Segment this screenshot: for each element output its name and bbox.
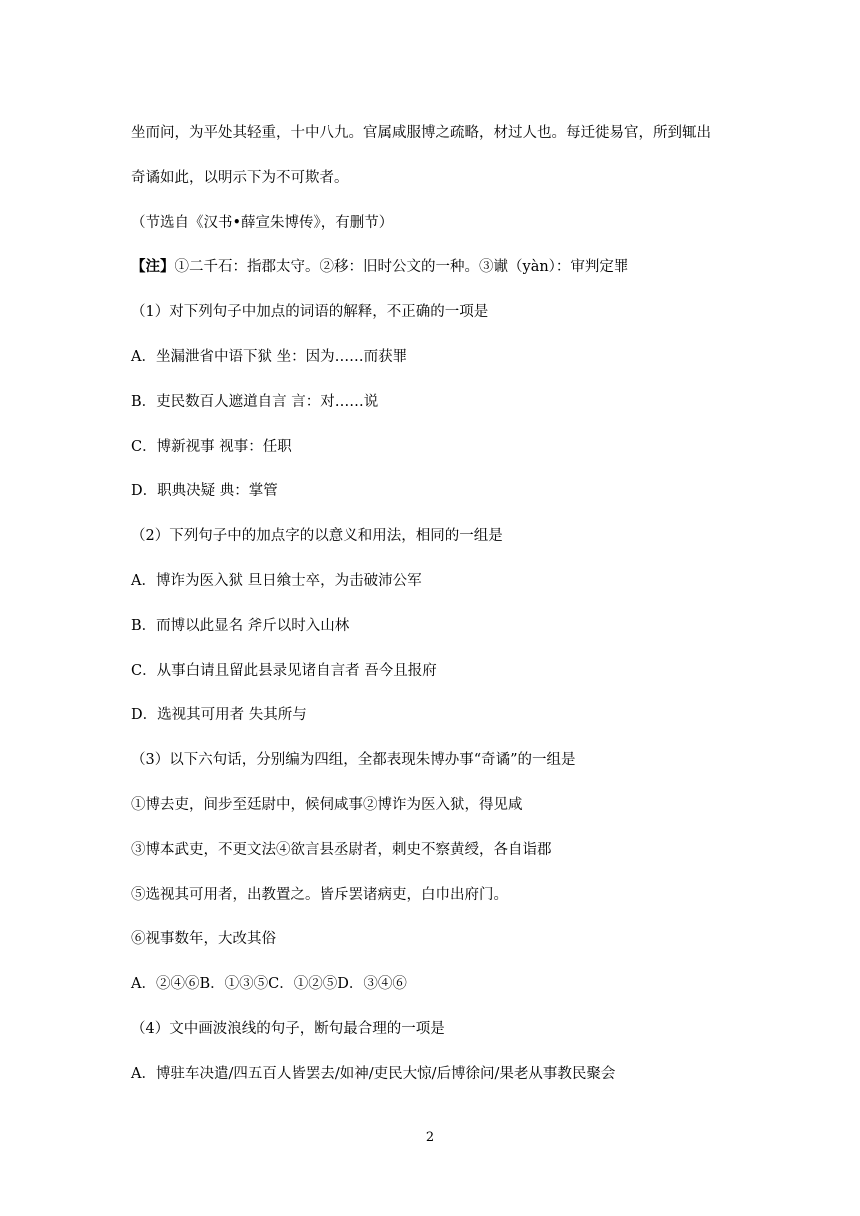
question-3-stem: （3）以下六句话，分别编为四组，全都表现朱博办事“奇谲”的一组是 <box>131 752 576 769</box>
passage-line: 坐而问，为平处其轻重，十中八九。官属咸服博之疏略，材过人也。每迁徙易官，所到辄出 <box>131 125 711 141</box>
passage-line: 奇谲如此，以明示下为不可欺者。 <box>131 169 349 186</box>
question-1-stem: （1）对下列句子中加点的词语的解释，不正确的一项是 <box>131 304 489 321</box>
question-4-option-a: A．博驻车决遣/四五百人皆罢去/如神/吏民大惊/后博徐问/果老从事教民聚会 <box>131 1065 616 1082</box>
question-2-option-c: C．从事白请且留此县录见诸自言者 吾今且报府 <box>131 662 437 679</box>
question-4-stem: （4）文中画波浪线的句子，断句最合理的一项是 <box>131 1020 445 1037</box>
question-2-option-a: A．博诈为医入狱 旦日飨士卒，为击破沛公军 <box>131 572 422 589</box>
annotation-note <box>131 245 746 290</box>
question-1-option-d: D．职典决疑 典：掌管 <box>131 483 278 500</box>
question-1-option-b: B．吏民数百人遮道自言 言：对……说 <box>131 393 379 410</box>
passage-source: （节选自《汉书•薛宣朱博传》，有删节） <box>131 214 394 231</box>
question-2-option-d: D．选视其可用者 失其所与 <box>131 707 307 724</box>
question-3-item: ③博本武吏，不更文法④欲言县丞尉者，刺史不察黄绶，各自诣郡 <box>131 841 552 858</box>
question-3-options: A．②④⑥B．①③⑤C．①②⑤D．③④⑥ <box>131 976 407 993</box>
question-2-option-b: B．而博以此显名 斧斤以时入山林 <box>131 617 350 634</box>
page-number: 2 <box>425 1130 435 1145</box>
note-text: ①二千石：指郡太守。②移：旧时公文的一种。③谳（yàn）：审判定罪 <box>174 259 629 276</box>
question-3-item: ①博去吏，间步至廷尉中，候伺咸事②博诈为医入狱，得见咸 <box>131 796 523 813</box>
question-2-stem: （2）下列句子中的加点字的以意义和用法，相同的一组是 <box>131 528 503 545</box>
question-3-item: ⑤选视其可用者，出教置之。皆斥罢诸病吏，白巾出府门。 <box>131 886 508 903</box>
document-body <box>131 111 746 1097</box>
question-3-item: ⑥视事数年，大改其俗 <box>131 931 276 948</box>
question-1-option-a: A．坐漏泄省中语下狱 坐：因为……而获罪 <box>131 348 408 365</box>
question-1-option-c: C．博新视事 视事：任职 <box>131 438 292 455</box>
note-label: 【注】 <box>131 258 175 276</box>
